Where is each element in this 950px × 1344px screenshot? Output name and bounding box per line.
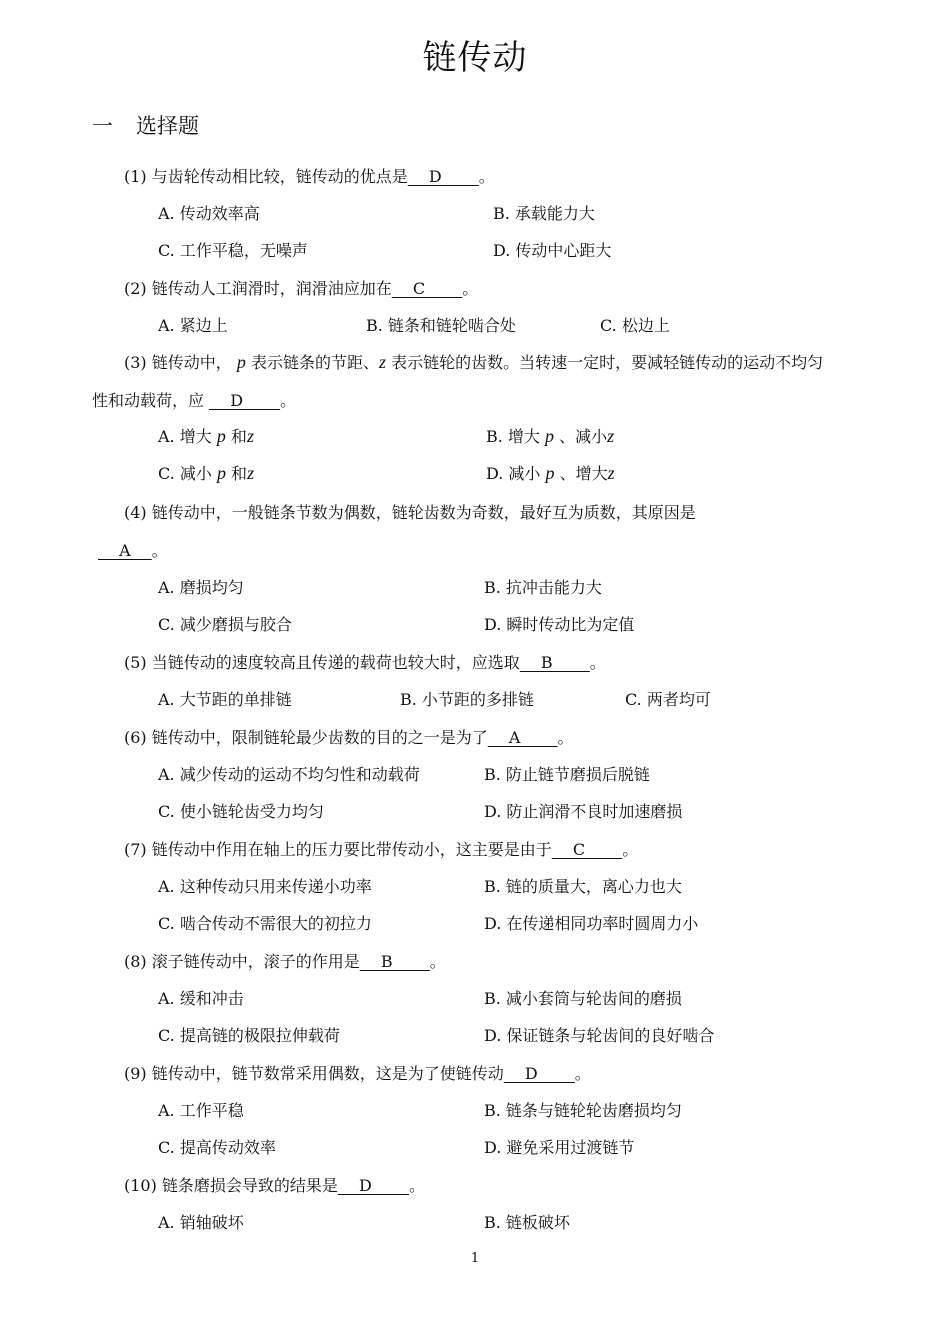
answer-9: D	[503, 1064, 575, 1083]
q7-option-c: C. 啮合传动不需很大的初拉力	[158, 914, 372, 933]
answer-3: D	[209, 391, 281, 410]
q5-option-a: A. 大节距的单排链	[158, 690, 292, 709]
question-4-answer-line: A 。	[98, 541, 168, 560]
q8-option-b: B. 减小套筒与轮齿间的磨损	[484, 989, 682, 1008]
q5-option-c: C. 两者均可	[625, 690, 711, 709]
q3-option-c: C. 减小 p 和z	[158, 463, 255, 483]
answer-4: A	[98, 541, 152, 560]
q4-option-d: D. 瞬时传动比为定值	[484, 615, 635, 634]
section-number: 一	[92, 114, 113, 138]
q2-option-a: A. 紧边上	[158, 316, 228, 335]
question-1-stem: (1) 与齿轮传动相比较，链传动的优点是 D 。	[124, 167, 495, 186]
q7-option-a: A. 这种传动只用来传递小功率	[158, 877, 372, 896]
answer-2: C	[391, 279, 463, 298]
section-label: 选择题	[136, 114, 199, 138]
q6-option-c: C. 使小链轮齿受力均匀	[158, 802, 324, 821]
question-10-stem: (10) 链条磨损会导致的结果是 D 。	[124, 1176, 425, 1195]
q10-option-b: B. 链板破坏	[484, 1213, 570, 1232]
q7-option-b: B. 链的质量大，离心力也大	[484, 877, 682, 896]
answer-7: C	[551, 840, 623, 859]
q6-option-a: A. 减少传动的运动不均匀性和动载荷	[158, 765, 420, 784]
question-5-stem: (5) 当链传动的速度较高且传递的载荷也较大时，应选取 B 。	[124, 653, 606, 672]
document-title: 链传动	[422, 38, 528, 78]
question-6-stem: (6) 链传动中，限制链轮最少齿数的目的之一是为了 A 。	[124, 728, 574, 747]
question-7-stem: (7) 链传动中作用在轴上的压力要比带传动小，这主要是由于 C 。	[124, 840, 639, 859]
q1-option-b: B. 承载能力大	[493, 204, 595, 223]
answer-5: B	[519, 653, 590, 672]
question-2-stem: (2) 链传动人工润滑时，润滑油应加在 C 。	[124, 279, 479, 298]
q5-option-b: B. 小节距的多排链	[400, 690, 534, 709]
q1-option-a: A. 传动效率高	[158, 204, 260, 223]
page-number: 1	[470, 1251, 480, 1266]
q2-option-b: B. 链条和链轮啮合处	[366, 316, 516, 335]
answer-6: A	[487, 728, 558, 747]
q9-option-b: B. 链条与链轮轮齿磨损均匀	[484, 1101, 682, 1120]
q6-option-d: D. 防止润滑不良时加速磨损	[484, 802, 683, 821]
question-9-stem: (9) 链传动中，链节数常采用偶数，这是为了使链传动 D 。	[124, 1064, 591, 1083]
q1-option-d: D. 传动中心距大	[493, 241, 612, 260]
q9-option-c: C. 提高传动效率	[158, 1138, 276, 1157]
q8-option-c: C. 提高链的极限拉伸载荷	[158, 1026, 340, 1045]
q3-option-a: A. 增大 p 和z	[158, 426, 254, 446]
question-3-stem: (3) 链传动中， p 表示链条的节距、z 表示链轮的齿数。当转速一定时，要减轻链传动的运动不均匀	[124, 352, 824, 372]
q3-option-d: D. 减小 p 、增大z	[486, 463, 615, 483]
q8-option-d: D. 保证链条与轮齿间的良好啮合	[484, 1026, 715, 1045]
q6-option-b: B. 防止链节磨损后脱链	[484, 765, 650, 784]
question-4-stem: (4) 链传动中，一般链条节数为偶数，链轮齿数为奇数，最好互为质数，其原因是	[124, 503, 696, 522]
q3-option-b: B. 增大 p 、减小z	[486, 426, 615, 446]
answer-8: B	[359, 952, 430, 971]
question-8-stem: (8) 滚子链传动中，滚子的作用是 B 。	[124, 952, 446, 971]
q7-option-d: D. 在传递相同功率时圆周力小	[484, 914, 699, 933]
answer-1: D	[407, 167, 479, 186]
q9-option-d: D. 避免采用过渡链节	[484, 1138, 635, 1157]
q9-option-a: A. 工作平稳	[158, 1101, 244, 1120]
q4-option-a: A. 磨损均匀	[158, 578, 244, 597]
q8-option-a: A. 缓和冲击	[158, 989, 244, 1008]
q10-option-a: A. 销轴破坏	[158, 1213, 244, 1232]
section-heading	[92, 110, 199, 140]
q2-option-c: C. 松边上	[600, 316, 670, 335]
q1-option-c: C. 工作平稳，无噪声	[158, 241, 308, 260]
question-3-stem-cont: 性和动载荷，应 D 。	[92, 391, 297, 410]
q4-option-c: C. 减少磨损与胶合	[158, 615, 292, 634]
q4-option-b: B. 抗冲击能力大	[484, 578, 602, 597]
answer-10: D	[337, 1176, 409, 1195]
